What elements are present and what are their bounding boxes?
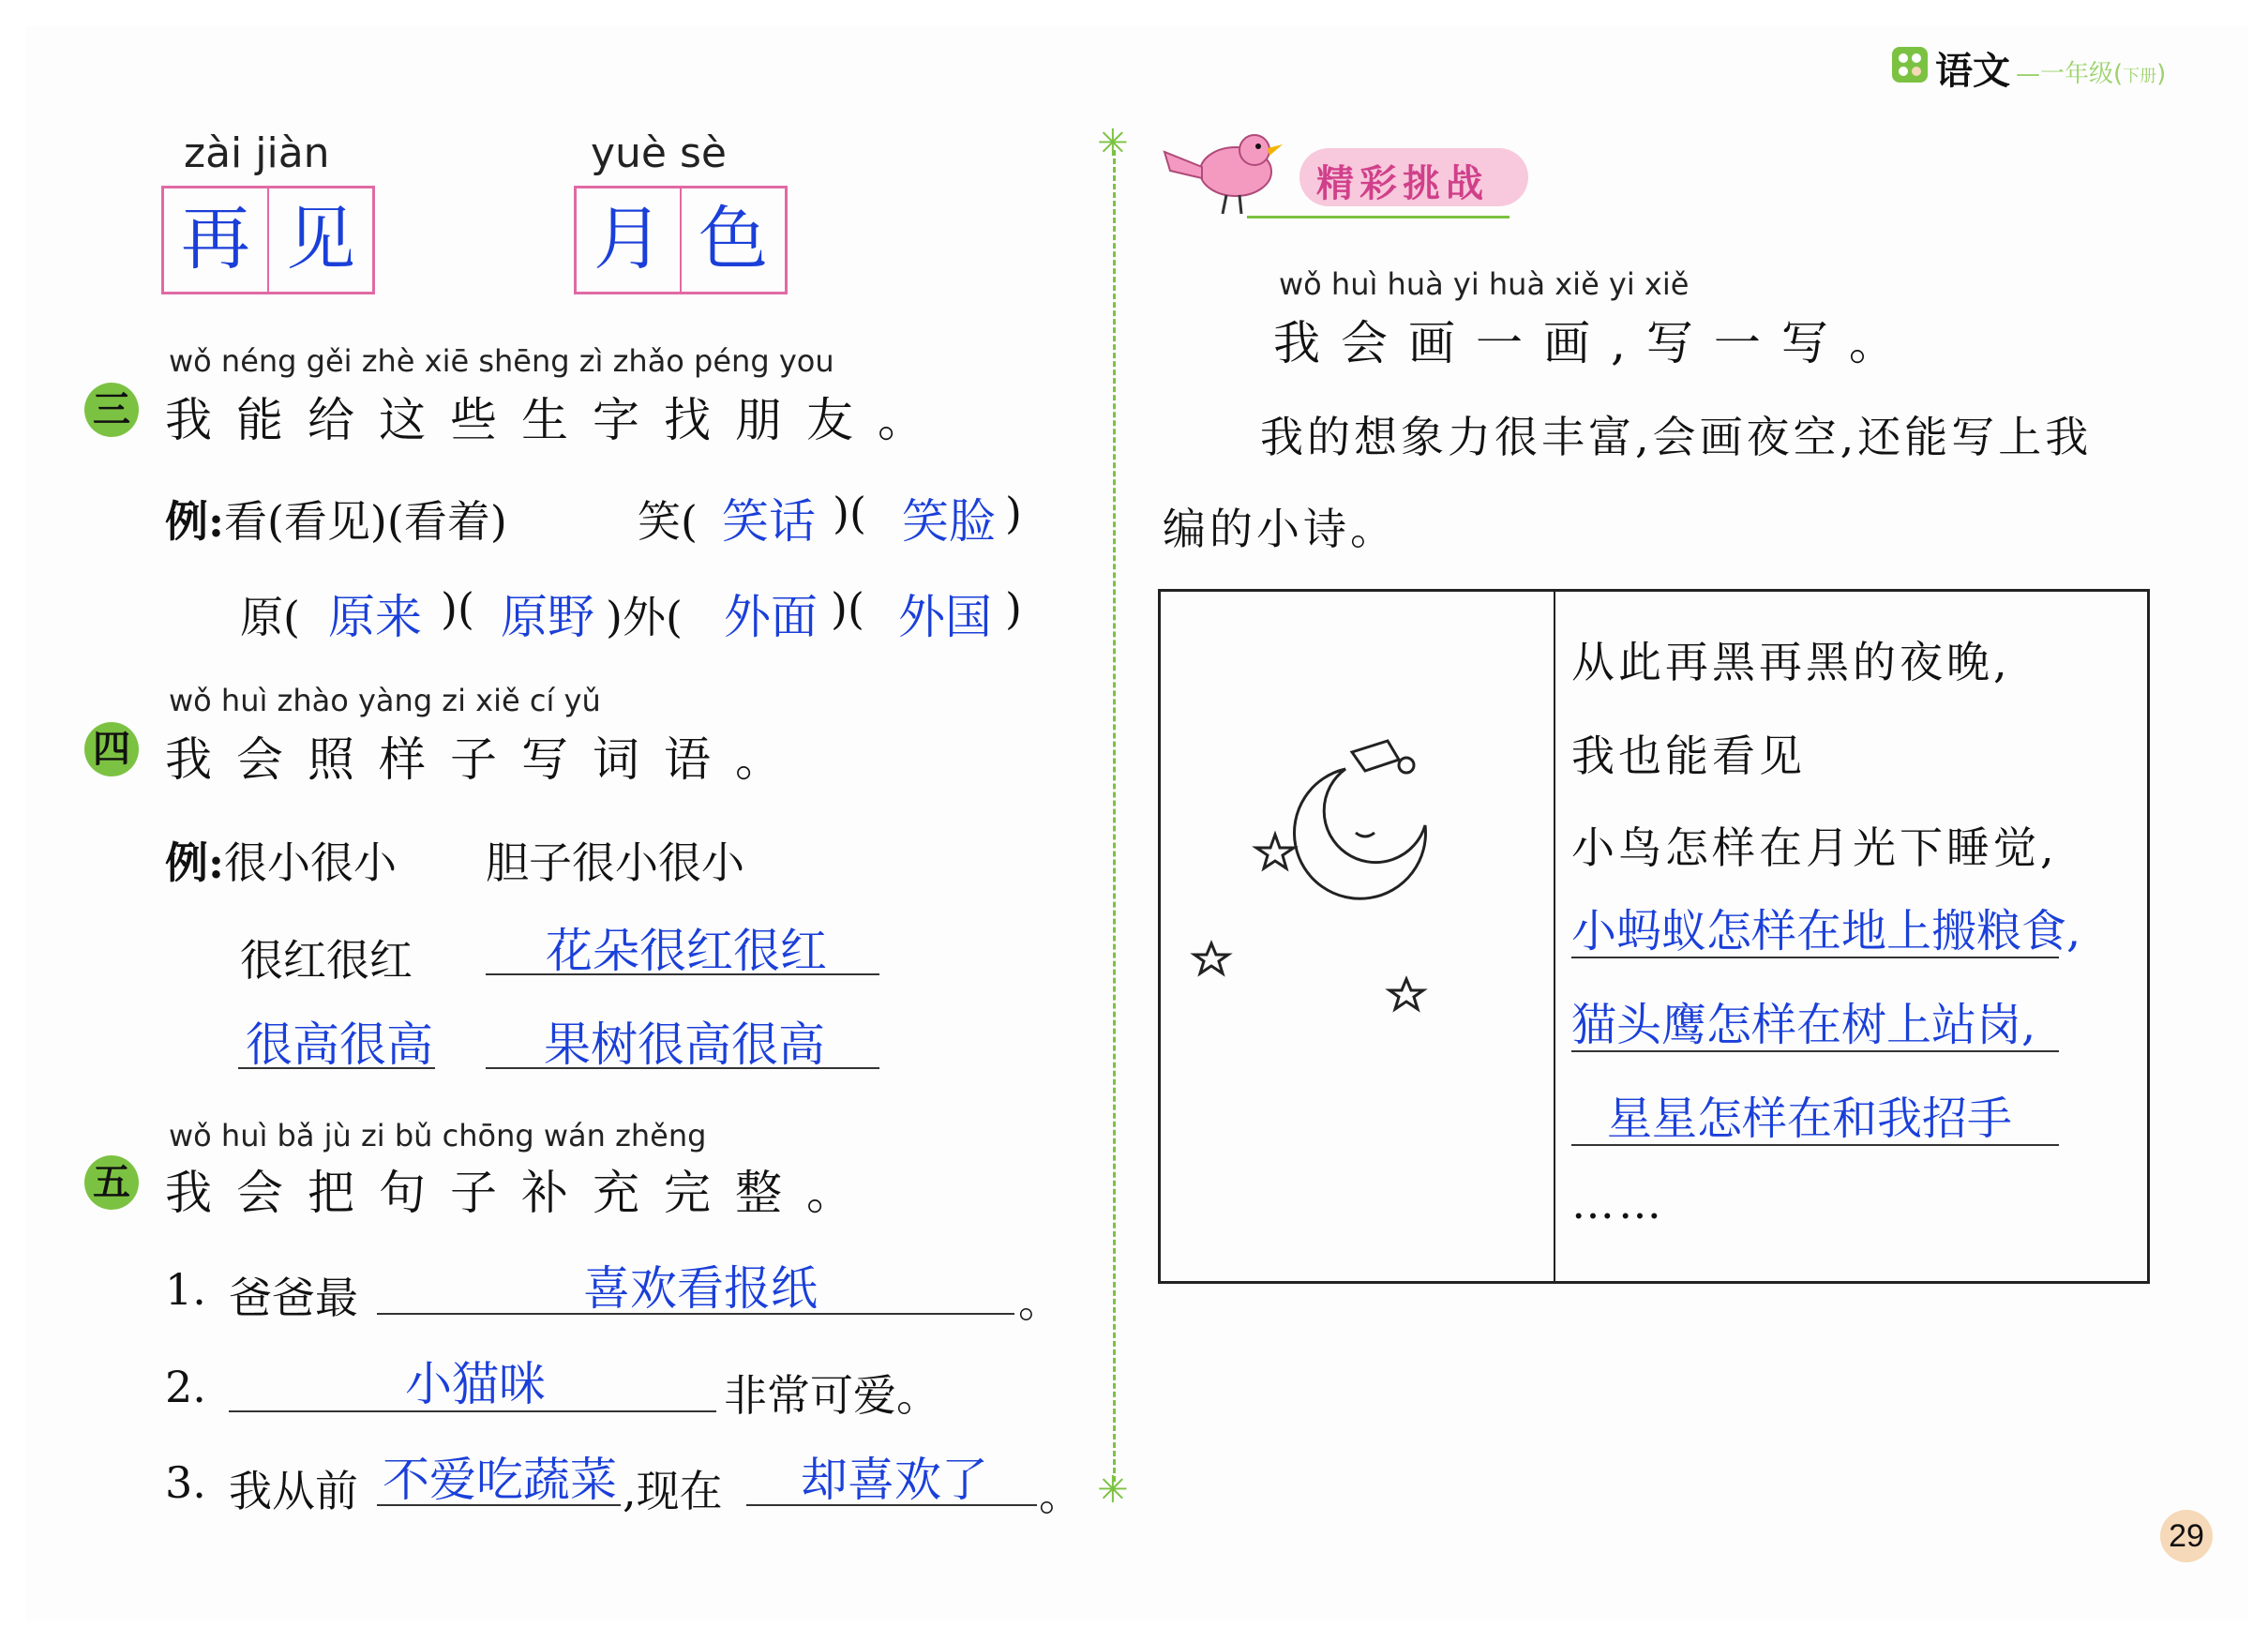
section3-item2-answer1: 原来 (328, 590, 422, 644)
poem-ellipsis: …… (1571, 1178, 1665, 1228)
poem-answer-2-line (1571, 1050, 2059, 1052)
flower-top-icon: ✳ (1097, 122, 1129, 165)
s2-number: 2. (165, 1362, 206, 1412)
moon-icon (1294, 741, 1425, 898)
section3-item2-answer2: 原野 (501, 590, 594, 644)
poem-line-2: 我也能看见 (1571, 731, 1806, 781)
section4-row2-prompt: 很高很高 (246, 1017, 433, 1072)
challenge-banner-line (1247, 216, 1509, 219)
page-number: 29 (2160, 1510, 2213, 1562)
poem-answer-3: 星星怎样在和我招手 (1607, 1093, 2013, 1145)
header-subject: 语文 (1935, 50, 2010, 93)
challenge-title: 我会画一画,写一写。 (1273, 316, 1916, 370)
s3-answer1: 不爱吃蔬菜 (383, 1453, 617, 1507)
word1-pinyin: zài jiàn (184, 129, 330, 177)
word2-grid (574, 186, 788, 294)
bird-icon (1161, 129, 1292, 227)
s1-answer: 喜欢看报纸 (583, 1261, 818, 1316)
word2-pinyin: yuè sè (591, 129, 727, 177)
section4-row2-line (486, 1067, 879, 1069)
section3-item2-char: 原( (240, 592, 300, 642)
section4-example2: 胆子很小很小 (486, 837, 744, 888)
section3-item2-mid: )( (441, 583, 474, 634)
section5-pinyin: wǒ huì bǎ jù zi bǔ chōng wán zhěng (169, 1118, 707, 1153)
section3-item1-mid: )( (833, 488, 866, 538)
s2-line (229, 1410, 716, 1412)
section3-item3-answer1: 外面 (724, 590, 818, 644)
poem-answer-1-line (1571, 957, 2059, 958)
page-divider (1113, 150, 1116, 1482)
challenge-intro2: 编的小诗。 (1163, 504, 1397, 554)
section4-row1-prompt: 很红很红 (240, 935, 413, 986)
section3-item1-answer2: 笑脸 (902, 494, 996, 549)
flower-bottom-icon: ✳ (1097, 1469, 1129, 1512)
section3-item1-end: ) (1005, 488, 1022, 538)
section3-title: 我能给这些生字找朋友。 (165, 393, 949, 447)
challenge-pinyin: wǒ huì huà yi huà xiě yi xiě (1279, 266, 1690, 302)
word2-char1: 月 (593, 199, 663, 279)
section3-item3-mid: )( (831, 583, 864, 634)
s1-number: 1. (165, 1264, 206, 1315)
s3-line1 (377, 1504, 621, 1506)
drawing-area (1181, 713, 1519, 1032)
poem-box-divider (1554, 589, 1555, 1281)
section4-row1-line (486, 973, 879, 975)
section3-badge: 三 (84, 383, 139, 437)
challenge-banner-text: 精彩挑战 (1316, 162, 1489, 205)
section5-badge: 五 (84, 1155, 139, 1210)
s2-text: 非常可爱。 (724, 1370, 939, 1421)
s1-text: 爸爸最 (229, 1273, 358, 1323)
section3-item1-char: 笑( (638, 496, 698, 547)
s3-text1: 我从前 (229, 1466, 358, 1516)
word1-grid (161, 186, 375, 294)
poem-line-3: 小鸟怎样在月光下睡觉, (1571, 822, 2058, 873)
section4-badge: 四 (84, 722, 139, 776)
s3-text2: ,现在 (623, 1466, 723, 1516)
header-grade: —一年级(下册) (2016, 60, 2167, 88)
poem-line-1: 从此再黑再黑的夜晚, (1571, 637, 2011, 687)
section4-row2-answer: 果树很高很高 (544, 1017, 825, 1072)
challenge-intro1: 我的想象力很丰富,会画夜空,还能写上我 (1260, 412, 2093, 462)
section3-item1-answer1: 笑话 (722, 494, 816, 549)
poem-answer-3-line (1571, 1144, 2059, 1146)
word2-char2: 色 (698, 199, 768, 279)
section3-example: 例:看(看见)(看着) (165, 496, 507, 547)
poem-answer-2: 猫头鹰怎样在树上站岗, (1571, 999, 2036, 1051)
s3-answer2: 却喜欢了 (801, 1453, 988, 1507)
section3-item3-answer2: 外国 (898, 590, 992, 644)
s1-line (377, 1313, 1014, 1315)
word1-char2: 见 (286, 199, 355, 279)
section4-pinyin: wǒ huì zhào yàng zi xiě cí yǔ (169, 683, 601, 718)
poem-answer-1: 小蚂蚁怎样在地上搬粮食, (1571, 905, 2081, 957)
s1-end: 。 (1018, 1276, 1061, 1327)
s3-line2 (746, 1504, 1037, 1506)
section4-title: 我会照样子写词语。 (165, 732, 806, 787)
s3-end: 。 (1039, 1470, 1082, 1520)
section3-item3-end: ) (1005, 583, 1022, 634)
s3-number: 3. (165, 1457, 206, 1508)
section4-row2-prompt-line (238, 1067, 435, 1069)
section3-pinyin: wǒ néng gěi zhè xiē shēng zì zhǎo péng you (169, 343, 834, 379)
section3-item3-char: )外( (606, 592, 683, 642)
section4-row1-answer: 花朵很红很红 (546, 924, 827, 978)
word1-char1: 再 (181, 199, 250, 279)
s2-answer: 小猫咪 (405, 1357, 546, 1411)
subject-logo-icon (1892, 47, 1928, 83)
section4-example: 例:很小很小 (165, 837, 397, 888)
section5-title: 我会把句子补充完整。 (165, 1166, 878, 1220)
